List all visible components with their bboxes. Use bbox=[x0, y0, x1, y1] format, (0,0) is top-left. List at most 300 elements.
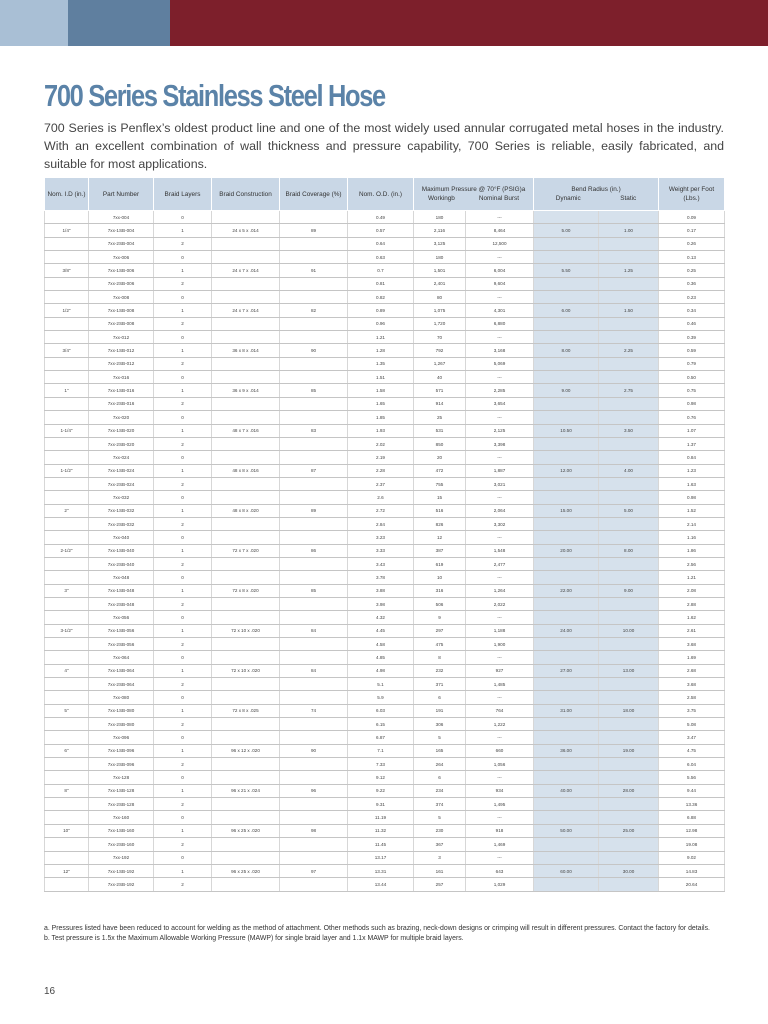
cell-braid-construction: 36 x 9 x .014 bbox=[212, 384, 280, 397]
cell-static bbox=[599, 691, 659, 704]
cell-static bbox=[599, 571, 659, 584]
cell-nominal-burst: 2,477 bbox=[466, 557, 534, 570]
cell-braid-construction bbox=[212, 798, 280, 811]
cell-braid-layers: 0 bbox=[154, 611, 212, 624]
cell-braid-construction bbox=[212, 718, 280, 731]
cell-weight: 0.59 bbox=[659, 344, 725, 357]
cell-nom-id bbox=[45, 557, 89, 570]
cell-weight: 20.64 bbox=[659, 878, 725, 891]
cell-nominal-burst: --- bbox=[466, 691, 534, 704]
cell-weight: 1.86 bbox=[659, 544, 725, 557]
table-row bbox=[45, 264, 725, 277]
cell-braid-layers: 1 bbox=[154, 464, 212, 477]
cell-weight: 1.52 bbox=[659, 504, 725, 517]
table-row bbox=[45, 464, 725, 477]
cell-dynamic bbox=[534, 838, 599, 851]
cell-weight: 9.02 bbox=[659, 851, 725, 864]
table-row bbox=[45, 557, 725, 570]
cell-nom-id: 5" bbox=[45, 704, 89, 717]
cell-working: 264 bbox=[414, 758, 466, 771]
cell-static bbox=[599, 357, 659, 370]
cell-nom-od: 3.98 bbox=[348, 597, 414, 610]
cell-nominal-burst: 1,188 bbox=[466, 624, 534, 637]
cell-working: 9 bbox=[414, 611, 466, 624]
cell-braid-layers: 2 bbox=[154, 357, 212, 370]
cell-weight: 9.44 bbox=[659, 784, 725, 797]
cell-working: 475 bbox=[414, 638, 466, 651]
table-row bbox=[45, 531, 725, 544]
cell-nom-od: 0.7 bbox=[348, 264, 414, 277]
cell-working: 387 bbox=[414, 544, 466, 557]
table-row bbox=[45, 864, 725, 877]
cell-weight: 19.08 bbox=[659, 838, 725, 851]
cell-nom-id bbox=[45, 531, 89, 544]
cell-braid-construction bbox=[212, 638, 280, 651]
cell-weight: 1.07 bbox=[659, 424, 725, 437]
cell-braid-construction bbox=[212, 651, 280, 664]
cell-static bbox=[599, 451, 659, 464]
cell-nominal-burst: --- bbox=[466, 411, 534, 424]
cell-part-number: 7xx-1SB-192 bbox=[89, 864, 154, 877]
cell-working: 367 bbox=[414, 838, 466, 851]
table-row bbox=[45, 437, 725, 450]
cell-braid-coverage bbox=[280, 517, 348, 530]
cell-braid-coverage: 86 bbox=[280, 544, 348, 557]
cell-nominal-burst: 3,398 bbox=[466, 437, 534, 450]
cell-nom-id bbox=[45, 251, 89, 264]
table-row bbox=[45, 277, 725, 290]
cell-working: 5 bbox=[414, 731, 466, 744]
cell-dynamic bbox=[534, 357, 599, 370]
table-row bbox=[45, 784, 725, 797]
cell-dynamic bbox=[534, 611, 599, 624]
table-row bbox=[45, 211, 725, 224]
cell-braid-construction bbox=[212, 771, 280, 784]
table-row bbox=[45, 304, 725, 317]
cell-nom-id bbox=[45, 451, 89, 464]
cell-weight: 0.98 bbox=[659, 397, 725, 410]
cell-static bbox=[599, 237, 659, 250]
cell-braid-construction bbox=[212, 597, 280, 610]
cell-part-number: 7xx-1SB-006 bbox=[89, 264, 154, 277]
cell-braid-construction bbox=[212, 571, 280, 584]
cell-nom-id: 12" bbox=[45, 864, 89, 877]
cell-braid-layers: 2 bbox=[154, 597, 212, 610]
cell-nom-id: 10" bbox=[45, 824, 89, 837]
cell-braid-layers: 2 bbox=[154, 477, 212, 490]
table-row bbox=[45, 851, 725, 864]
cell-working: 2,116 bbox=[414, 224, 466, 237]
cell-braid-coverage: 87 bbox=[280, 464, 348, 477]
cell-dynamic bbox=[534, 811, 599, 824]
cell-braid-construction bbox=[212, 477, 280, 490]
cell-braid-layers: 2 bbox=[154, 317, 212, 330]
cell-working: 371 bbox=[414, 678, 466, 691]
cell-weight: 3.75 bbox=[659, 704, 725, 717]
cell-part-number: 7xx-2SB-128 bbox=[89, 798, 154, 811]
cell-dynamic bbox=[534, 758, 599, 771]
table-row bbox=[45, 344, 725, 357]
cell-static: 1.00 bbox=[599, 224, 659, 237]
cell-static: 5.00 bbox=[599, 504, 659, 517]
cell-braid-layers: 2 bbox=[154, 838, 212, 851]
cell-braid-coverage: 84 bbox=[280, 664, 348, 677]
cell-braid-layers: 2 bbox=[154, 397, 212, 410]
cell-braid-layers: 2 bbox=[154, 718, 212, 731]
cell-braid-layers: 1 bbox=[154, 664, 212, 677]
cell-nominal-burst: 1,222 bbox=[466, 718, 534, 731]
cell-part-number: 7xx-2SB-056 bbox=[89, 638, 154, 651]
cell-braid-coverage bbox=[280, 397, 348, 410]
cell-nominal-burst: 1,887 bbox=[466, 464, 534, 477]
cell-nominal-burst: 934 bbox=[466, 784, 534, 797]
cell-braid-layers: 1 bbox=[154, 344, 212, 357]
cell-braid-construction: 36 x 8 x .014 bbox=[212, 344, 280, 357]
cell-nom-od: 1.65 bbox=[348, 397, 414, 410]
cell-braid-coverage bbox=[280, 371, 348, 384]
cell-nominal-burst: --- bbox=[466, 371, 534, 384]
cell-working: 3 bbox=[414, 851, 466, 864]
cell-braid-construction bbox=[212, 811, 280, 824]
header-nominal-burst: Nominal Burst bbox=[478, 195, 519, 202]
cell-nominal-burst: --- bbox=[466, 531, 534, 544]
cell-part-number: 7xx-1SB-008 bbox=[89, 304, 154, 317]
cell-static bbox=[599, 878, 659, 891]
cell-dynamic bbox=[534, 317, 599, 330]
cell-braid-coverage bbox=[280, 291, 348, 304]
cell-working: 850 bbox=[414, 437, 466, 450]
cell-nom-id bbox=[45, 437, 89, 450]
cell-nom-od: 11.32 bbox=[348, 824, 414, 837]
cell-braid-construction: 24 x 5 x .014 bbox=[212, 224, 280, 237]
cell-braid-coverage bbox=[280, 531, 348, 544]
cell-working: 70 bbox=[414, 331, 466, 344]
cell-braid-layers: 2 bbox=[154, 678, 212, 691]
cell-braid-coverage bbox=[280, 811, 348, 824]
cell-braid-layers: 1 bbox=[154, 624, 212, 637]
cell-braid-construction bbox=[212, 731, 280, 744]
cell-braid-layers: 0 bbox=[154, 411, 212, 424]
table-body bbox=[45, 211, 725, 892]
cell-braid-coverage: 85 bbox=[280, 584, 348, 597]
cell-braid-construction bbox=[212, 211, 280, 224]
cell-dynamic: 60.00 bbox=[534, 864, 599, 877]
cell-nom-id bbox=[45, 611, 89, 624]
table-row bbox=[45, 651, 725, 664]
cell-braid-layers: 0 bbox=[154, 291, 212, 304]
cell-nominal-burst: 1,485 bbox=[466, 678, 534, 691]
cell-part-number: 7xx-040 bbox=[89, 531, 154, 544]
cell-braid-layers: 2 bbox=[154, 557, 212, 570]
cell-braid-layers: 1 bbox=[154, 864, 212, 877]
table-row bbox=[45, 331, 725, 344]
cell-dynamic bbox=[534, 277, 599, 290]
cell-nom-id bbox=[45, 331, 89, 344]
cell-dynamic: 5.00 bbox=[534, 224, 599, 237]
cell-nom-id bbox=[45, 811, 89, 824]
cell-weight: 1.37 bbox=[659, 437, 725, 450]
cell-braid-coverage bbox=[280, 491, 348, 504]
cell-part-number: 7xx-2SB-160 bbox=[89, 838, 154, 851]
cell-weight: 14.83 bbox=[659, 864, 725, 877]
cell-static: 13.00 bbox=[599, 664, 659, 677]
cell-part-number: 7xx-2SB-024 bbox=[89, 477, 154, 490]
table-row bbox=[45, 477, 725, 490]
cell-working: 180 bbox=[414, 251, 466, 264]
cell-braid-coverage bbox=[280, 798, 348, 811]
cell-static bbox=[599, 771, 659, 784]
table-row bbox=[45, 678, 725, 691]
cell-nom-id: 1-1/4" bbox=[45, 424, 89, 437]
cell-working: 3,125 bbox=[414, 237, 466, 250]
cell-braid-coverage bbox=[280, 878, 348, 891]
cell-nom-od: 0.63 bbox=[348, 251, 414, 264]
cell-nom-id bbox=[45, 771, 89, 784]
cell-working: 5 bbox=[414, 811, 466, 824]
cell-working: 506 bbox=[414, 597, 466, 610]
table-row bbox=[45, 357, 725, 370]
cell-static bbox=[599, 251, 659, 264]
cell-nom-id bbox=[45, 678, 89, 691]
table-row bbox=[45, 811, 725, 824]
cell-weight: 0.09 bbox=[659, 211, 725, 224]
cell-nom-od: 3.88 bbox=[348, 584, 414, 597]
cell-braid-construction bbox=[212, 611, 280, 624]
cell-nominal-burst: 927 bbox=[466, 664, 534, 677]
footnotes bbox=[44, 924, 724, 943]
cell-working: 230 bbox=[414, 824, 466, 837]
cell-static: 3.50 bbox=[599, 424, 659, 437]
cell-working: 12 bbox=[414, 531, 466, 544]
cell-nom-od: 13.44 bbox=[348, 878, 414, 891]
cell-braid-construction bbox=[212, 251, 280, 264]
cell-dynamic: 15.00 bbox=[534, 504, 599, 517]
cell-weight: 3.47 bbox=[659, 731, 725, 744]
cell-weight: 2.56 bbox=[659, 557, 725, 570]
cell-braid-layers: 0 bbox=[154, 731, 212, 744]
header-nom-od: Nom. O.D. (in.) bbox=[348, 178, 414, 211]
cell-dynamic bbox=[534, 397, 599, 410]
cell-braid-coverage: 91 bbox=[280, 264, 348, 277]
header-bend-subcolumns bbox=[536, 194, 656, 203]
cell-dynamic bbox=[534, 651, 599, 664]
cell-dynamic: 22.00 bbox=[534, 584, 599, 597]
cell-working: 232 bbox=[414, 664, 466, 677]
cell-braid-layers: 0 bbox=[154, 651, 212, 664]
cell-braid-construction bbox=[212, 557, 280, 570]
cell-static bbox=[599, 838, 659, 851]
cell-part-number: 7xx-096 bbox=[89, 731, 154, 744]
header-bend-radius bbox=[534, 178, 659, 211]
cell-nom-id bbox=[45, 491, 89, 504]
cell-nom-od: 2.19 bbox=[348, 451, 414, 464]
cell-dynamic: 8.00 bbox=[534, 344, 599, 357]
table-row bbox=[45, 224, 725, 237]
cell-dynamic bbox=[534, 851, 599, 864]
cell-part-number: 7xx-2SB-192 bbox=[89, 878, 154, 891]
cell-working: 306 bbox=[414, 718, 466, 731]
band-light-blue bbox=[0, 0, 68, 46]
table-row bbox=[45, 798, 725, 811]
cell-nom-od: 0.96 bbox=[348, 317, 414, 330]
cell-nom-id bbox=[45, 718, 89, 731]
cell-braid-layers: 2 bbox=[154, 638, 212, 651]
cell-braid-layers: 2 bbox=[154, 878, 212, 891]
cell-static bbox=[599, 211, 659, 224]
table-row bbox=[45, 718, 725, 731]
cell-working: 10 bbox=[414, 571, 466, 584]
cell-dynamic bbox=[534, 211, 599, 224]
cell-braid-coverage bbox=[280, 317, 348, 330]
header-part-number: Part Number bbox=[89, 178, 154, 211]
cell-braid-construction bbox=[212, 291, 280, 304]
cell-dynamic bbox=[534, 491, 599, 504]
cell-braid-construction bbox=[212, 691, 280, 704]
band-steel-blue bbox=[68, 0, 170, 46]
header-braid-layers: Braid Layers bbox=[154, 178, 212, 211]
cell-braid-coverage bbox=[280, 731, 348, 744]
cell-nominal-burst: --- bbox=[466, 291, 534, 304]
cell-nominal-burst: 2,125 bbox=[466, 424, 534, 437]
cell-dynamic bbox=[534, 638, 599, 651]
cell-braid-coverage bbox=[280, 557, 348, 570]
cell-nominal-burst: 660 bbox=[466, 744, 534, 757]
cell-nom-od: 0.64 bbox=[348, 237, 414, 250]
cell-nom-id bbox=[45, 397, 89, 410]
header-max-pressure bbox=[414, 178, 534, 211]
cell-nominal-burst: 1,056 bbox=[466, 758, 534, 771]
cell-braid-coverage bbox=[280, 451, 348, 464]
cell-weight: 13.36 bbox=[659, 798, 725, 811]
cell-nominal-burst: --- bbox=[466, 491, 534, 504]
cell-dynamic bbox=[534, 517, 599, 530]
cell-braid-layers: 0 bbox=[154, 531, 212, 544]
cell-nom-od: 2.37 bbox=[348, 477, 414, 490]
cell-braid-coverage bbox=[280, 611, 348, 624]
cell-weight: 1.16 bbox=[659, 531, 725, 544]
cell-braid-layers: 1 bbox=[154, 704, 212, 717]
cell-weight: 2.08 bbox=[659, 584, 725, 597]
cell-static bbox=[599, 597, 659, 610]
cell-nom-id bbox=[45, 851, 89, 864]
cell-braid-layers: 0 bbox=[154, 691, 212, 704]
cell-nominal-burst: 1,495 bbox=[466, 798, 534, 811]
cell-braid-layers: 0 bbox=[154, 331, 212, 344]
cell-nom-od: 5.1 bbox=[348, 678, 414, 691]
cell-static bbox=[599, 517, 659, 530]
cell-nom-od: 4.85 bbox=[348, 651, 414, 664]
table-row bbox=[45, 424, 725, 437]
cell-nom-id: 4" bbox=[45, 664, 89, 677]
cell-nominal-burst: 643 bbox=[466, 864, 534, 877]
cell-static bbox=[599, 851, 659, 864]
cell-part-number: 7xx-056 bbox=[89, 611, 154, 624]
page-title: 700 Series Stainless Steel Hose bbox=[44, 78, 385, 113]
cell-dynamic: 50.00 bbox=[534, 824, 599, 837]
cell-nom-id bbox=[45, 411, 89, 424]
cell-dynamic bbox=[534, 411, 599, 424]
cell-nominal-burst: 2,064 bbox=[466, 504, 534, 517]
cell-part-number: 7xx-2SB-064 bbox=[89, 678, 154, 691]
cell-part-number: 7xx-2SB-080 bbox=[89, 718, 154, 731]
cell-nom-id bbox=[45, 597, 89, 610]
cell-nom-od: 3.78 bbox=[348, 571, 414, 584]
cell-braid-construction: 96 x 25 x .020 bbox=[212, 864, 280, 877]
cell-nom-od: 0.57 bbox=[348, 224, 414, 237]
cell-static bbox=[599, 798, 659, 811]
band-maroon bbox=[170, 0, 768, 46]
cell-braid-coverage bbox=[280, 758, 348, 771]
cell-working: 1,720 bbox=[414, 317, 466, 330]
cell-nom-od: 13.31 bbox=[348, 864, 414, 877]
cell-static bbox=[599, 638, 659, 651]
cell-dynamic bbox=[534, 678, 599, 691]
header-static: Static bbox=[620, 195, 637, 202]
cell-nom-od: 1.85 bbox=[348, 411, 414, 424]
cell-dynamic bbox=[534, 331, 599, 344]
table-row bbox=[45, 451, 725, 464]
cell-part-number: 7xx-1SB-160 bbox=[89, 824, 154, 837]
cell-dynamic bbox=[534, 771, 599, 784]
cell-braid-construction: 48 x 7 x .016 bbox=[212, 424, 280, 437]
cell-working: 2,401 bbox=[414, 277, 466, 290]
cell-part-number: 7xx-1SB-032 bbox=[89, 504, 154, 517]
cell-braid-coverage bbox=[280, 277, 348, 290]
cell-braid-construction: 48 x 8 x .016 bbox=[212, 464, 280, 477]
cell-nom-od: 7.33 bbox=[348, 758, 414, 771]
cell-braid-construction bbox=[212, 517, 280, 530]
cell-braid-layers: 0 bbox=[154, 451, 212, 464]
cell-braid-construction: 72 x 10 x .020 bbox=[212, 624, 280, 637]
cell-working: 374 bbox=[414, 798, 466, 811]
cell-static bbox=[599, 557, 659, 570]
cell-braid-construction bbox=[212, 451, 280, 464]
cell-weight: 0.75 bbox=[659, 384, 725, 397]
cell-braid-layers: 1 bbox=[154, 584, 212, 597]
cell-part-number: 7xx-128 bbox=[89, 771, 154, 784]
intro-paragraph: 700 Series is Penflex’s oldest product line and one of the most widely used annular corrugated metal hoses in the industry. With an excellent combination of wall thickness and pressure capability, 700 Series is reliable, easily fabricated, and suitable for most applications. bbox=[44, 121, 724, 171]
cell-braid-coverage bbox=[280, 331, 348, 344]
cell-braid-construction bbox=[212, 758, 280, 771]
cell-dynamic bbox=[534, 237, 599, 250]
cell-weight: 1.63 bbox=[659, 477, 725, 490]
cell-part-number: 7xx-1SB-012 bbox=[89, 344, 154, 357]
cell-braid-construction bbox=[212, 277, 280, 290]
cell-braid-construction: 48 x 8 x .020 bbox=[212, 504, 280, 517]
table-row bbox=[45, 664, 725, 677]
cell-static bbox=[599, 758, 659, 771]
cell-part-number: 7xx-160 bbox=[89, 811, 154, 824]
cell-working: 15 bbox=[414, 491, 466, 504]
cell-part-number: 7xx-2SB-048 bbox=[89, 597, 154, 610]
cell-working: 25 bbox=[414, 411, 466, 424]
cell-nom-id bbox=[45, 651, 89, 664]
cell-weight: 6.88 bbox=[659, 811, 725, 824]
cell-part-number: 7xx-1SB-096 bbox=[89, 744, 154, 757]
cell-braid-coverage bbox=[280, 211, 348, 224]
cell-static: 10.00 bbox=[599, 624, 659, 637]
cell-working: 180 bbox=[414, 211, 466, 224]
cell-part-number: 7xx-016 bbox=[89, 371, 154, 384]
cell-braid-coverage: 89 bbox=[280, 504, 348, 517]
cell-part-number: 7xx-006 bbox=[89, 251, 154, 264]
table-row bbox=[45, 584, 725, 597]
cell-nom-id bbox=[45, 691, 89, 704]
cell-braid-construction: 96 x 21 x .024 bbox=[212, 784, 280, 797]
cell-nom-id: 3/4" bbox=[45, 344, 89, 357]
cell-part-number: 7xx-2SB-006 bbox=[89, 277, 154, 290]
cell-working: 297 bbox=[414, 624, 466, 637]
